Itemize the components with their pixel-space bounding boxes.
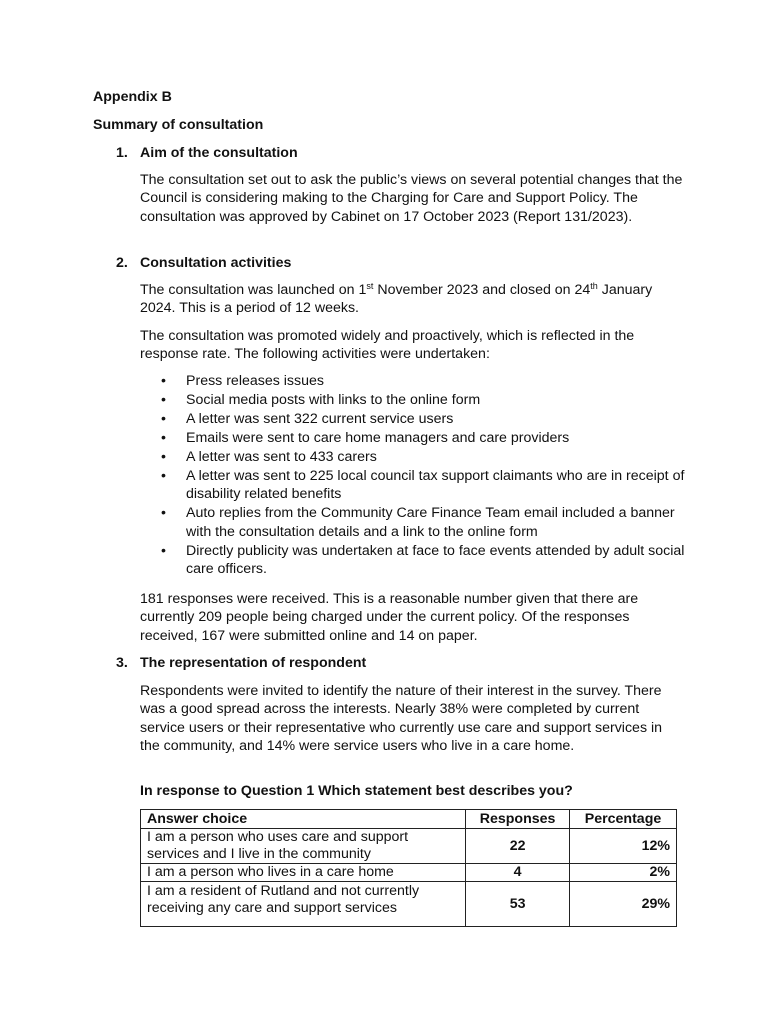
responses-cell: 22 — [466, 829, 570, 864]
answer-cell: I am a resident of Rutland and not currently receiving any care and support services — [141, 882, 466, 927]
table-row — [141, 829, 677, 864]
list-item: • A letter was sent to 433 carers — [161, 449, 377, 465]
list-item: • Press releases issues — [161, 373, 324, 389]
list-item: • Auto replies from the Community Care Finance Team email included a banner with the consultation details and a link to the online form — [161, 505, 675, 540]
section-2-heading: Consultation activities — [140, 255, 292, 271]
table-row — [141, 864, 677, 882]
bullet-icon: • — [161, 542, 166, 559]
header-responses: Responses — [466, 810, 570, 829]
appendix-title: Appendix B — [93, 89, 172, 105]
list-item: • A letter was sent to 225 local council tax support claimants who are in receipt of disability related benefits — [161, 468, 685, 503]
question-heading: In response to Question 1 Which statement best describes you? — [140, 783, 573, 799]
bullet-icon: • — [161, 411, 166, 427]
bullet-icon: • — [161, 468, 166, 484]
list-item: • A letter was sent 322 current service users — [161, 411, 454, 427]
section-3-number: 3. — [116, 655, 128, 671]
bullet-icon: • — [161, 392, 166, 408]
list-item: • Emails were sent to care home managers and care providers — [161, 430, 570, 446]
summary-title: Summary of consultation — [93, 117, 264, 133]
promoted-paragraph: The consultation was promoted widely and proactively, which is reflected in the response rate. The following activities were undertaken: — [140, 328, 635, 363]
activities-list — [140, 372, 685, 579]
section-3-paragraph: Respondents were invited to identify the nature of their interest in the survey. There was a good spread across the interests. Nearly 38% were completed by current service users or their representative who currently use care and support services in the community, and 14% were service users who live in a care home. — [140, 683, 663, 755]
list-item: • Directly publicity was undertaken at face to face events attended by adult social care officers. — [161, 542, 685, 578]
launch-paragraph: The consultation was launched on 1st November 2023 and closed on 24th January 2024. This is a period of 12 weeks. — [140, 281, 653, 317]
answer-cell: I am a person who lives in a care home — [141, 864, 466, 882]
responses-cell: 4 — [466, 864, 570, 882]
bullet-icon: • — [161, 430, 166, 446]
percentage-cell: 29% — [570, 882, 677, 927]
responses-paragraph: 181 responses were received. This is a reasonable number given that there are currently 209 people being charged under the current policy. Of the responses received, 167 were submitted online and 14 on paper. — [140, 591, 639, 644]
bullet-icon: • — [161, 449, 166, 465]
bullet-icon: • — [161, 505, 166, 522]
bullet-icon: • — [161, 373, 166, 389]
header-answer-choice: Answer choice — [141, 810, 466, 829]
percentage-cell: 12% — [570, 829, 677, 864]
responses-table — [140, 809, 677, 927]
section-3-heading: The representation of respondent — [140, 655, 367, 671]
section-1-number: 1. — [116, 145, 128, 161]
table-header-row — [141, 810, 677, 829]
section-1-heading: Aim of the consultation — [140, 145, 298, 161]
section-1-paragraph: The consultation set out to ask the public’s views on several potential changes that the Council is considering making to the Charging for Care and Support Policy. The consultation was approved by Cabinet on 17 October 2023 (Report 131/2023). — [140, 172, 683, 225]
answer-cell: I am a person who uses care and support services and I live in the community — [141, 829, 466, 864]
table-row — [141, 882, 677, 927]
section-2-number: 2. — [116, 255, 128, 271]
list-item: • Social media posts with links to the online form — [161, 392, 481, 408]
responses-cell: 53 — [466, 882, 570, 927]
header-percentage: Percentage — [570, 810, 677, 829]
percentage-cell: 2% — [570, 864, 677, 882]
